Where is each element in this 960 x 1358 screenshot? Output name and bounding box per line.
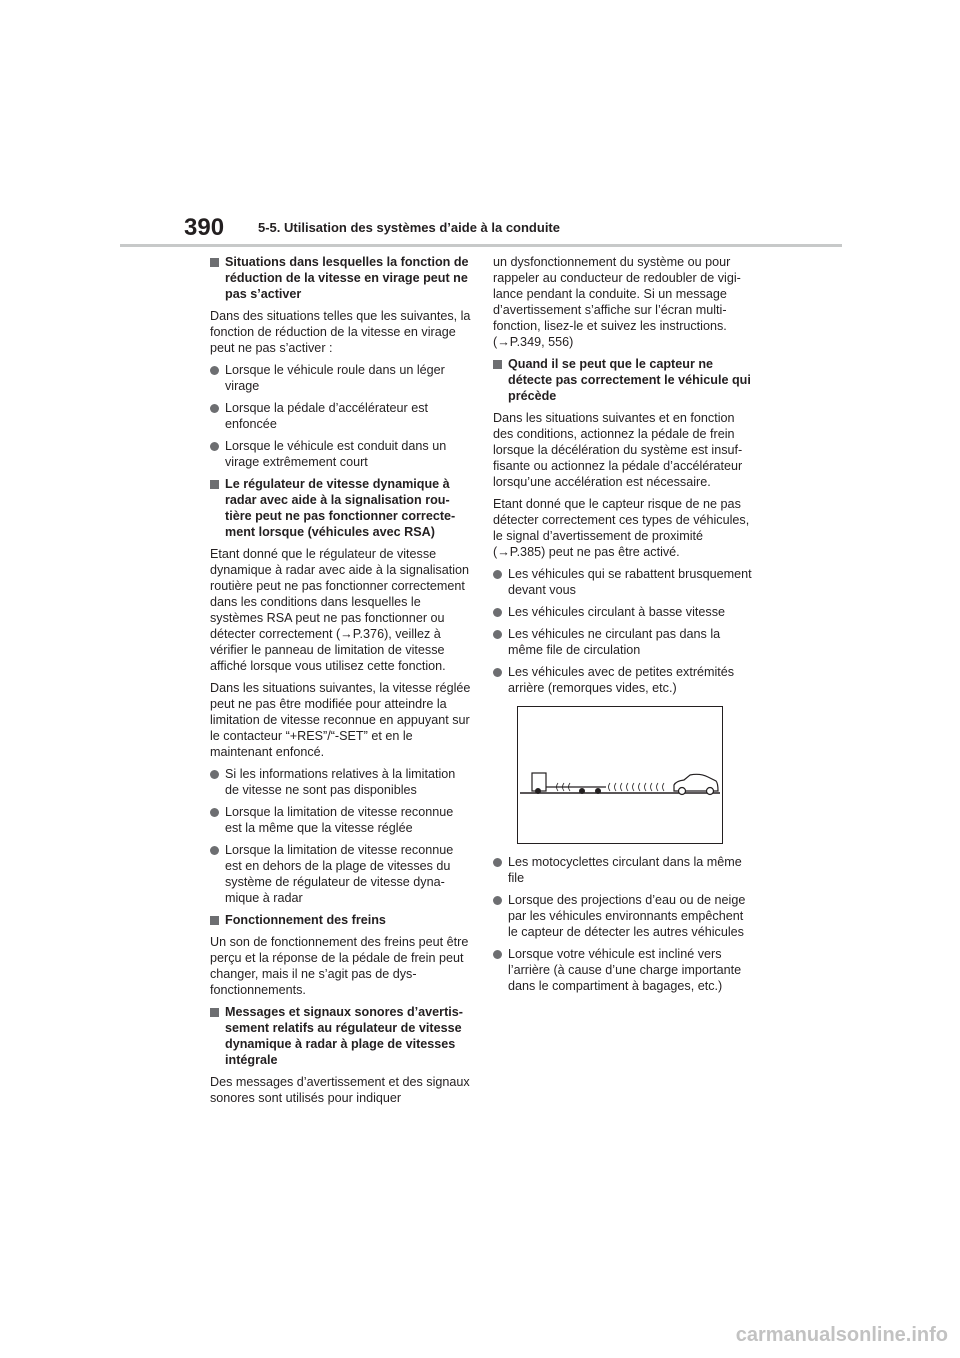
list-item-text: Les véhicules avec de petites extrémités arrière (remorques vides, etc.)	[508, 665, 735, 695]
paragraph: Etant donné que le régulateur de vitesse dynamique à radar avec aide à la signalisation routière peut ne pas fonctionner correctement dans les conditions dans lesquelles le systèmes RSA peut ne pas fonctionner ou détecter correctement (→P.376), veillez à vérifier le panneau de limitation de vitesse affiché lorsque vous utilisez cette fonction.	[210, 547, 470, 673]
paragraph: Etant donné que le capteur risque de ne pas détecter correctement ces types de véhicules, le signal d’avertissement de proximité (→P.385) peut ne pas être activé.	[493, 497, 750, 559]
illustration-svg	[518, 707, 722, 843]
list-item	[493, 566, 755, 598]
list-item-text: Si les informations relatives à la limitation de vitesse ne sont pas disponibles	[225, 767, 456, 797]
round-bullet-icon	[210, 808, 219, 817]
round-bullet-icon	[493, 858, 502, 867]
list-item	[210, 842, 472, 906]
paragraph: Dans les situations suivantes, la vitesse réglée peut ne pas être modifiée pour atteindre la limitation de vitesse reconnue en appuyant sur le contacteur “+RES”/“-SET” et en le maintenant enfoncé.	[210, 681, 471, 759]
heading-text: Le régulateur de vitesse dynamique à radar avec aide à la signalisation routière peut ne pas fonctionner correctement lorsque (véhicules avec RSA)	[225, 477, 456, 539]
round-bullet-icon	[210, 404, 219, 413]
section-heading	[210, 476, 472, 540]
round-bullet-icon	[493, 570, 502, 579]
list-item	[210, 362, 472, 394]
list-item	[493, 604, 755, 620]
list-item	[493, 946, 755, 994]
square-bullet-icon	[210, 258, 219, 267]
list-item-text: Les motocyclettes circulant dans la même file	[508, 855, 742, 885]
section-heading	[493, 356, 755, 404]
list-item-text: Lorsque des projections d’eau ou de neige par les véhicules environnants empêchent le capteur de détecter les autres véhicules	[508, 893, 746, 939]
chapter-title: 5-5. Utilisation des systèmes d’aide à la conduite	[258, 220, 560, 235]
square-bullet-icon	[210, 480, 219, 489]
heading-text: Messages et signaux sonores d’avertissement relatifs au régulateur de vitesse dynamique à radar à plage de vitesses intégrale	[225, 1005, 463, 1067]
car-icon	[674, 774, 718, 794]
round-bullet-icon	[493, 630, 502, 639]
truck-trailer-icon	[532, 773, 606, 794]
round-bullet-icon	[493, 896, 502, 905]
paragraph: Des messages d’avertissement et des signaux sonores sont utilisés pour indiquer	[210, 1075, 470, 1105]
section-heading	[210, 912, 472, 928]
round-bullet-icon	[210, 846, 219, 855]
left-column	[210, 254, 472, 1112]
list-item	[493, 892, 755, 940]
paragraph: un dysfonctionnement du système ou pour rappeler au conducteur de redoubler de vigilance pendant la conduite. Si un message d’avertissement s’affiche sur l’écran multifonction, lisez-le et suivez les instructions. (→P.349, 556)	[493, 255, 741, 349]
list-item-text: Lorsque la limitation de vitesse reconnue est en dehors de la plage de vitesses du système de régulateur de vitesse dynamique à radar	[225, 843, 454, 905]
list-item	[493, 854, 755, 886]
illustration-truck-trailer-car	[517, 706, 723, 844]
round-bullet-icon	[210, 366, 219, 375]
section-heading	[210, 254, 472, 302]
list-item-text: Lorsque la pédale d’accélérateur est enfoncée	[225, 401, 429, 431]
section-heading	[210, 1004, 472, 1068]
list-item	[210, 804, 472, 836]
paragraph: Dans les situations suivantes et en fonction des conditions, actionnez la pédale de frein lorsque la décélération du système est insuffisante ou actionnez la pédale d’accélérateur lorsqu’une accélération est nécessaire.	[493, 411, 743, 489]
right-column	[493, 254, 755, 1000]
list-item-text: Les véhicules qui se rabattent brusquement devant vous	[508, 567, 752, 597]
list-item-text: Lorsque la limitation de vitesse reconnue est la même que la vitesse réglée	[225, 805, 454, 835]
round-bullet-icon	[210, 770, 219, 779]
heading-text: Situations dans lesquelles la fonction de réduction de la vitesse en virage peut ne pas s’activer	[225, 255, 469, 301]
list-item	[493, 664, 755, 696]
list-item	[210, 438, 472, 470]
square-bullet-icon	[210, 1008, 219, 1017]
watermark: carmanualsonline.info	[735, 1324, 948, 1346]
round-bullet-icon	[493, 608, 502, 617]
list-item-text: Lorsque le véhicule roule dans un léger virage	[225, 363, 445, 393]
list-item-text: Lorsque le véhicule est conduit dans un virage extrêmement court	[225, 439, 447, 469]
round-bullet-icon	[493, 950, 502, 959]
square-bullet-icon	[493, 360, 502, 369]
list-item-text: Lorsque votre véhicule est incliné vers l’arrière (à cause d’une charge importante dans le compartiment à bagages, etc.)	[508, 947, 742, 993]
list-item	[210, 400, 472, 432]
heading-text: Quand il se peut que le capteur ne détecte pas correctement le véhicule qui précède	[508, 357, 751, 403]
header-rule	[120, 244, 842, 247]
round-bullet-icon	[493, 668, 502, 677]
list-item	[493, 626, 755, 658]
page-number: 390	[184, 214, 225, 241]
round-bullet-icon	[210, 442, 219, 451]
list-item	[210, 766, 472, 798]
list-item-text: Les véhicules ne circulant pas dans la même file de circulation	[508, 627, 721, 657]
list-item-text: Les véhicules circulant à basse vitesse	[508, 605, 726, 619]
square-bullet-icon	[210, 916, 219, 925]
heading-text: Fonctionnement des freins	[225, 913, 386, 927]
paragraph: Un son de fonctionnement des freins peut être perçu et la réponse de la pédale de frein peut changer, mais il ne s’agit pas de dysfonctionnements.	[210, 935, 469, 997]
paragraph: Dans des situations telles que les suivantes, la fonction de réduction de la vitesse en virage peut ne pas s’activer :	[210, 309, 471, 355]
